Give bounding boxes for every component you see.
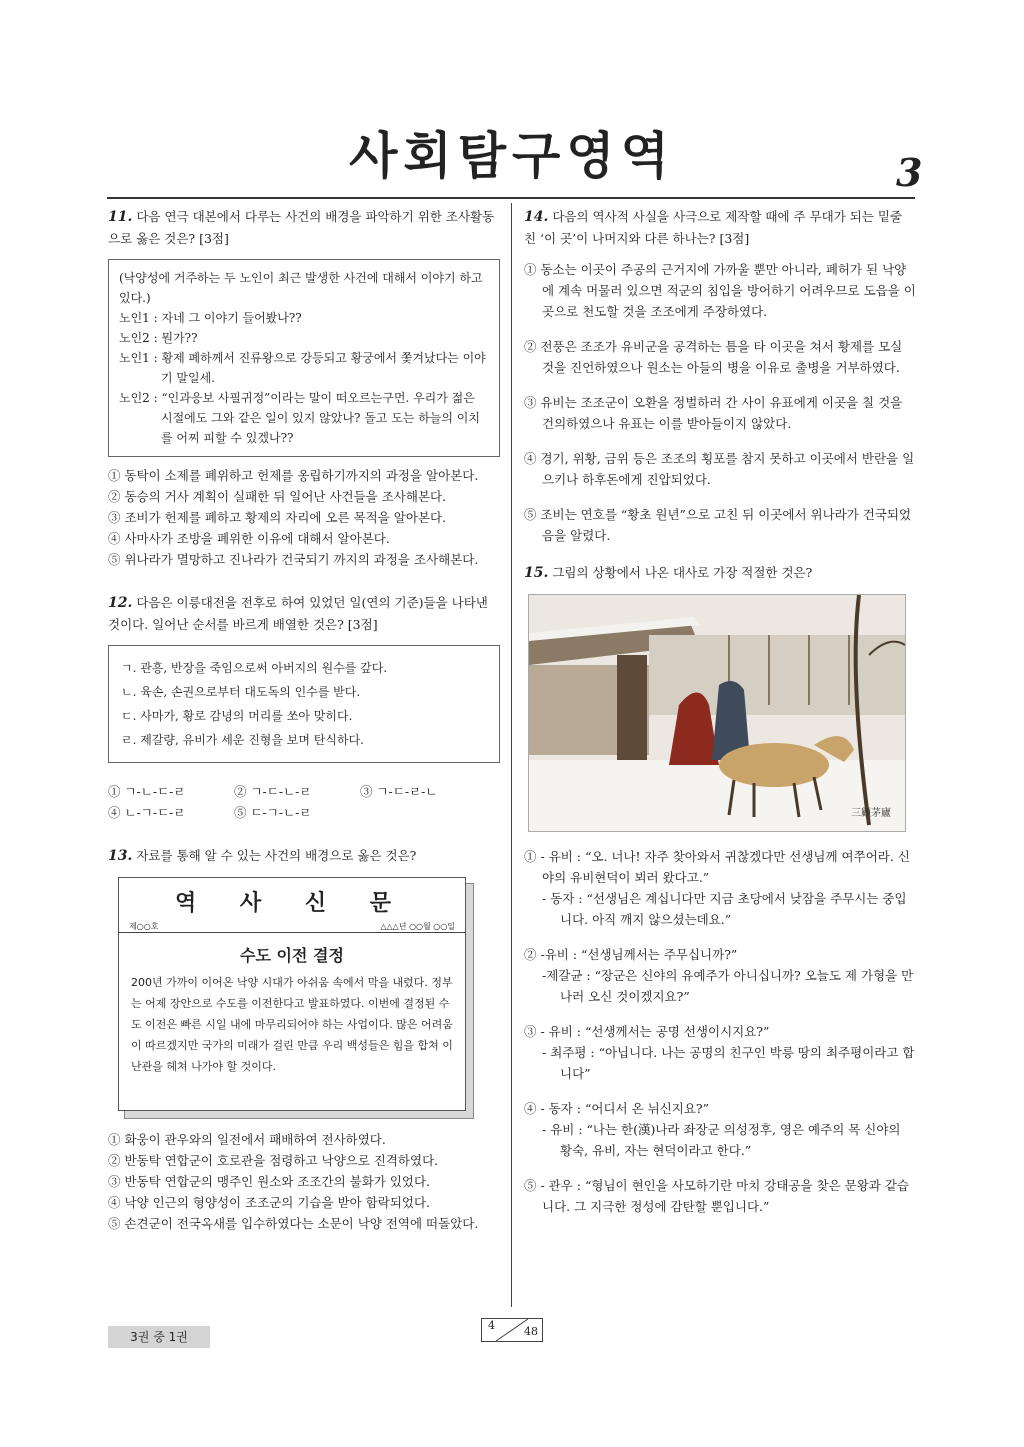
question-prompt: 12. 다음은 이릉대전을 전후로 하여 있었던 일(연의 기준)들을 나타낸 것이다. 일어난 순서를 바르게 배열한 것은? [3점] xyxy=(108,595,488,632)
question-prompt: 13. 자료를 통해 알 수 있는 사건의 배경으로 옳은 것은? xyxy=(108,848,417,864)
option[interactable]: ② 동승의 거사 계획이 실패한 뒤 일어난 사건들을 조사해본다. xyxy=(108,489,447,504)
option[interactable]: ③ 반동탁 연합군의 맹주인 원소와 조조간의 불화가 있었다. xyxy=(108,1174,431,1189)
newspaper-date: △△△년 ○○월 ○○일 xyxy=(380,922,455,931)
box-line: 노인2 : “인과응보 사필귀정”이라는 말이 떠오르는구먼. 우리가 젊은 시절에도 그와 같은 일이 있지 않았나? 돌고 도는 하늘의 이치를 어찌 피할 수 있겠나?? xyxy=(119,391,480,445)
right-column xyxy=(524,206,916,1231)
option[interactable]: ③ 유비는 조조군이 오환을 정벌하러 간 사이 유표에게 이곳을 칠 것을 건의하였으나 유표는 이를 받아들이지 않았다. xyxy=(524,395,903,431)
newspaper-headline: 수도 이전 결정 xyxy=(240,946,344,965)
option[interactable] xyxy=(524,1175,916,1217)
dialogue-line: -제갈균 : “장군은 신야의 유예주가 아니십니까? 오늘도 제 가형을 만나러 오신 것이겠지요?” xyxy=(542,968,914,1004)
painting-caption: 三顧茅廬 xyxy=(851,808,891,819)
option[interactable] xyxy=(524,1021,916,1084)
page-total: 48 xyxy=(524,1325,538,1338)
option[interactable]: ② ㄱ-ㄷ-ㄴ-ㄹ xyxy=(234,784,312,799)
option[interactable]: ④ ㄴ-ㄱ-ㄷ-ㄹ xyxy=(108,805,186,820)
question-13 xyxy=(108,845,500,1234)
page-current: 4 xyxy=(488,1319,495,1332)
box-line: ㄱ. 관흥, 반장을 죽임으로써 아버지의 원수를 갚다. xyxy=(121,661,388,675)
left-column xyxy=(108,206,500,1234)
option[interactable]: ⑤ 조비는 연호를 “황초 원년”으로 고친 뒤 이곳에서 위나라가 건국되었음을 알렸다. xyxy=(524,507,912,543)
dialogue-line: - 최주평 : “아닙니다. 나는 공명의 친구인 박릉 땅의 최주평이라고 합니다” xyxy=(542,1045,915,1081)
newspaper-sheet xyxy=(118,877,466,1111)
question-prompt: 14. 다음의 역사적 사실을 사극으로 제작할 때에 주 무대가 되는 밑줄 친 ‘이 곳’이 나머지와 다른 하나는? [3점] xyxy=(524,209,903,246)
volume-label: 3권 중 1권 xyxy=(108,1326,210,1348)
dialogue-line: ⑤ - 관우 : “형님이 현인을 사모하기란 마치 강태공을 찾은 문왕과 같습니다. 그 지극한 정성에 감탄할 뿐입니다.” xyxy=(524,1178,909,1214)
box-line: ㄷ. 사마가, 황로 감녕의 머리를 쏘아 맞히다. xyxy=(121,709,353,723)
option[interactable]: ① 화웅이 관우와의 일전에서 패배하여 전사하였다. xyxy=(108,1132,386,1147)
newspaper-body: 200년 가까이 이어온 낙양 시대가 아쉬움 속에서 막을 내렸다. 정부는 어제 장안으로 수도를 이전한다고 발표하였다. 이번에 결정된 수도 이전은 빠른 시일 내에 마무리되어야 하는 사업이다. 많은 어려움이 따르겠지만 국가의 미래가 걸린 만큼 우리 백성들은 힘을 합쳐 이 난관을 헤쳐 나가야 할 것이다. xyxy=(131,976,453,1073)
question-11 xyxy=(108,206,500,570)
newspaper-meta xyxy=(119,921,465,933)
painting-image xyxy=(528,594,906,832)
page-number: 3 xyxy=(896,150,923,195)
header-rule xyxy=(107,197,915,199)
box-line: (낙양성에 거주하는 두 노인이 최근 발생한 사건에 대해서 이야기 하고 있다.) xyxy=(119,271,483,305)
dialogue-line: ④ - 동자 : “어디서 온 뉘신지요?” xyxy=(524,1101,710,1116)
question-12 xyxy=(108,592,500,823)
question-prompt: 15. 그림의 상황에서 나온 대사로 가장 적절한 것은? xyxy=(524,565,813,581)
option[interactable] xyxy=(524,944,916,1007)
option[interactable] xyxy=(524,1098,916,1161)
box-line: ㄴ. 육손, 손권으로부터 대도독의 인수를 받다. xyxy=(121,685,361,699)
dialogue-line: ① - 유비 : “오. 너나! 자주 찾아와서 귀찮겠다만 선생님께 여쭈어라. 신야의 유비현덕이 뵈러 왔다고.” xyxy=(524,849,910,885)
page-title: 사회탐구영역 xyxy=(349,127,675,185)
option-group xyxy=(108,781,500,823)
dialogue-line: ③ - 유비 : “선생께서는 공명 선생이시지요?” xyxy=(524,1024,770,1039)
option[interactable]: ① 동소는 이곳이 주공의 근거지에 가까울 뿐만 아니라, 폐허가 된 낙양에 계속 머물러 있으면 적군의 침입을 방어하기 어려우므로 도읍을 이곳으로 천도할 것을 조조에게 주장하였다. xyxy=(524,262,916,319)
dialogue-line: - 유비 : “나는 한(漢)나라 좌장군 의성정후, 영은 예주의 목 신야의 황숙, 유비, 자는 현덕이라고 한다.” xyxy=(542,1122,901,1158)
newspaper-title: 역 사 신 문 xyxy=(175,891,409,916)
question-15 xyxy=(524,562,916,1217)
option[interactable]: ⑤ 위나라가 멸망하고 진나라가 건국되기 까지의 과정을 조사해본다. xyxy=(108,552,479,567)
snow-scene-illustration xyxy=(529,595,905,831)
column-divider xyxy=(511,203,512,1307)
option[interactable]: ① 동탁이 소제를 폐위하고 헌제를 옹립하기까지의 과정을 알아본다. xyxy=(108,468,479,483)
option[interactable] xyxy=(524,846,916,930)
events-box xyxy=(108,645,500,763)
option[interactable]: ① ㄱ-ㄴ-ㄷ-ㄹ xyxy=(108,784,186,799)
option[interactable]: ④ 낙양 인근의 형양성이 조조군의 기습을 받아 함락되었다. xyxy=(108,1195,431,1210)
page-counter xyxy=(481,1318,543,1342)
newspaper-issue: 제○○호 xyxy=(129,922,159,931)
script-box xyxy=(108,259,500,457)
newspaper xyxy=(118,877,468,1115)
option[interactable]: ⑤ ㄷ-ㄱ-ㄴ-ㄹ xyxy=(234,805,312,820)
box-line: 노인1 : 황제 폐하께서 진류왕으로 강등되고 황궁에서 쫓겨났다는 이야기 말일세. xyxy=(119,351,486,385)
option[interactable]: ② 전풍은 조조가 유비군을 공격하는 틈을 타 이곳을 쳐서 황제를 모실 것을 진언하였으나 원소는 아들의 병을 이유로 출병을 거부하였다. xyxy=(524,339,903,375)
question-14 xyxy=(524,206,916,546)
dialogue-line: - 동자 : “선생님은 계십니다만 지금 초당에서 낮잠을 주무시는 중입니다. 아직 깨지 않으셨는데요.” xyxy=(542,891,907,927)
option[interactable]: ② 반동탁 연합군이 호로관을 점령하고 낙양으로 진격하였다. xyxy=(108,1153,439,1168)
option[interactable]: ④ 경기, 위황, 금위 등은 조조의 횡포를 참지 못하고 이곳에서 반란을 일으키나 하후돈에게 진압되었다. xyxy=(524,451,915,487)
box-line: 노인2 : 뭔가?? xyxy=(119,331,198,345)
box-line: ㄹ. 제갈량, 유비가 세운 진형을 보며 탄식하다. xyxy=(121,733,364,747)
question-prompt: 11. 다음 연극 대본에서 다루는 사건의 배경을 파악하기 위한 조사활동으로 옳은 것은? [3점] xyxy=(108,209,495,246)
option[interactable]: ④ 사마사가 조방을 폐위한 이유에 대해서 알아본다. xyxy=(108,531,390,546)
option[interactable]: ③ 조비가 헌제를 폐하고 황제의 자리에 오른 목적을 알아본다. xyxy=(108,510,447,525)
option[interactable]: ⑤ 손견군이 전국옥새를 입수하였다는 소문이 낙양 전역에 떠돌았다. xyxy=(108,1216,479,1231)
option[interactable]: ③ ㄱ-ㄷ-ㄹ-ㄴ xyxy=(360,784,438,799)
box-line: 노인1 : 자네 그 이야기 들어봤나?? xyxy=(119,311,302,325)
dialogue-line: ② -유비 : “선생님께서는 주무십니까?” xyxy=(524,947,738,962)
